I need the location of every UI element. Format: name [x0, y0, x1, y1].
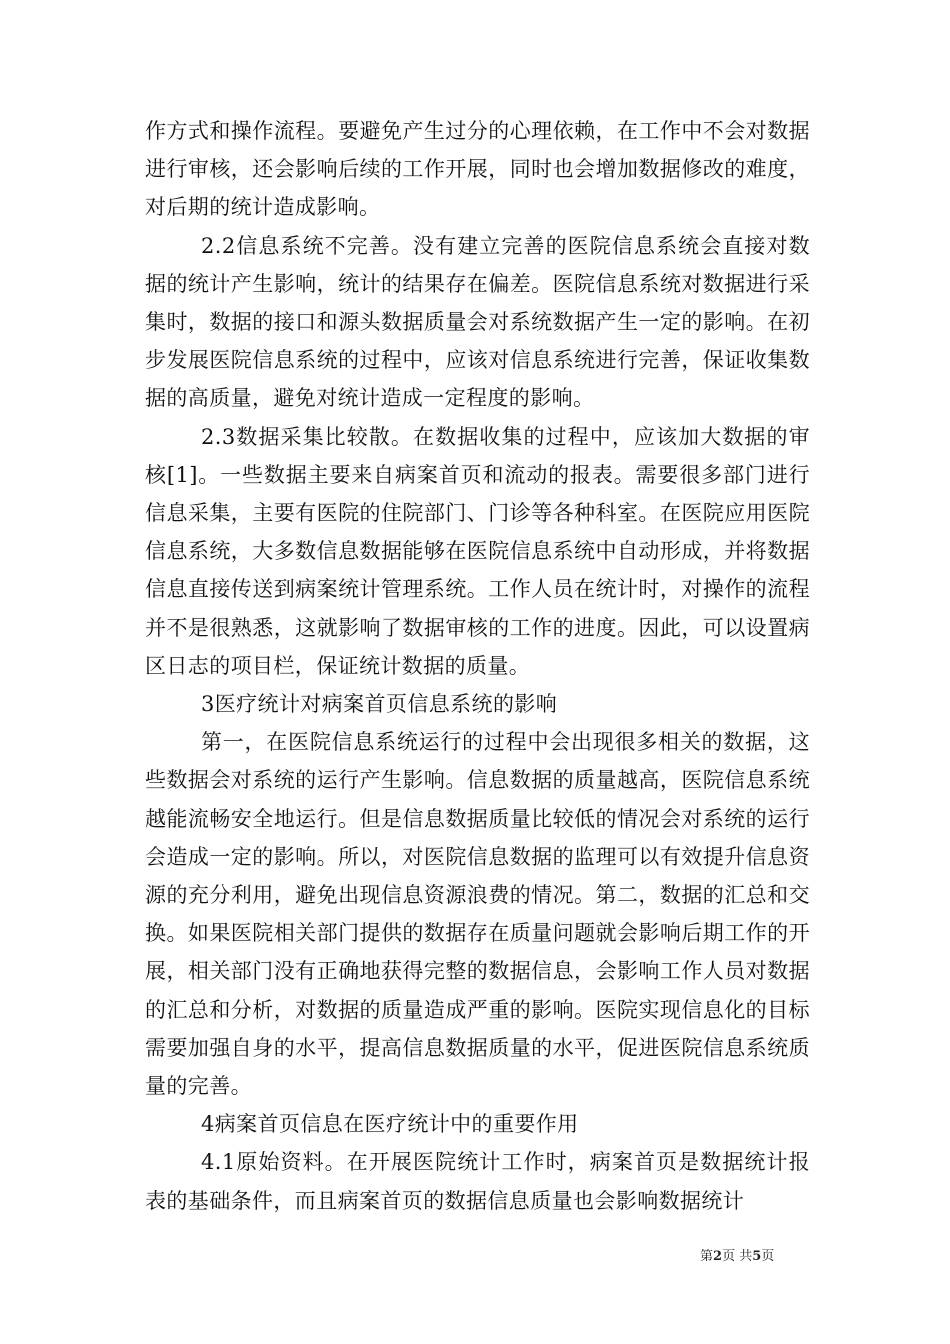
- footer-current-page: 2: [713, 1249, 723, 1264]
- paragraph-2-2: 2.2信息系统不完善。没有建立完善的医院信息系统会直接对数据的统计产生影响，统计的结果存在偏差。医院信息系统对数据进行采集时，数据的接口和源头数据质量会对系统数据产生一定的影响。在初步发展医院信息系统的过程中，应该对信息系统进行完善，保证收集数据的高质量，避免对统计造成一定程度的影响。: [145, 233, 810, 411]
- footer-prefix: 第: [700, 1249, 714, 1264]
- paragraph-4-1: 4.1原始资料。在开展医院统计工作时，病案首页是数据统计报表的基础条件，而且病案首页的数据信息质量也会影响数据统计: [145, 1150, 810, 1213]
- footer-middle: 页 共: [722, 1249, 753, 1264]
- page-body: [145, 112, 810, 1220]
- page-footer: [700, 1245, 774, 1264]
- footer-total-pages: 5: [752, 1249, 762, 1264]
- paragraph-continuation: 作方式和操作流程。要避免产生过分的心理依赖，在工作中不会对数据进行审核，还会影响后续的工作开展，同时也会增加数据修改的难度，对后期的统计造成影响。: [145, 119, 810, 220]
- paragraph-section-3-body: 第一，在医院信息系统运行的过程中会出现很多相关的数据，这些数据会对系统的运行产生影响。信息数据的质量越高，医院信息系统越能流畅安全地运行。但是信息数据质量比较低的情况会对系统的运行会造成一定的影响。所以，对医院信息数据的监理可以有效提升信息资源的充分利用，避免出现信息资源浪费的情况。第二，数据的汇总和交换。如果医院相关部门提供的数据存在质量问题就会影响后期工作的开展，相关部门没有正确地获得完整的数据信息，会影响工作人员对数据的汇总和分析，对数据的质量造成严重的影响。医院实现信息化的目标需要加强自身的水平，提高信息数据质量的水平，促进医院信息系统质量的完善。: [145, 730, 810, 1099]
- footer-suffix: 页: [761, 1249, 775, 1264]
- section-heading-4: 4病案首页信息在医疗统计中的重要作用: [201, 1112, 579, 1137]
- section-heading-3: 3医疗统计对病案首页信息系统的影响: [201, 692, 558, 717]
- paragraph-2-3: 2.3数据采集比较散。在数据收集的过程中，应该加大数据的审核[1]。一些数据主要来自病案首页和流动的报表。需要很多部门进行信息采集，主要有医院的住院部门、门诊等各种科室。在医院应用医院信息系统，大多数信息数据能够在医院信息系统中自动形成，并将数据信息直接传送到病案统计管理系统。工作人员在统计时，对操作的流程并不是很熟悉，这就影响了数据审核的工作的进度。因此，可以设置病区日志的项目栏，保证统计数据的质量。: [145, 424, 810, 678]
